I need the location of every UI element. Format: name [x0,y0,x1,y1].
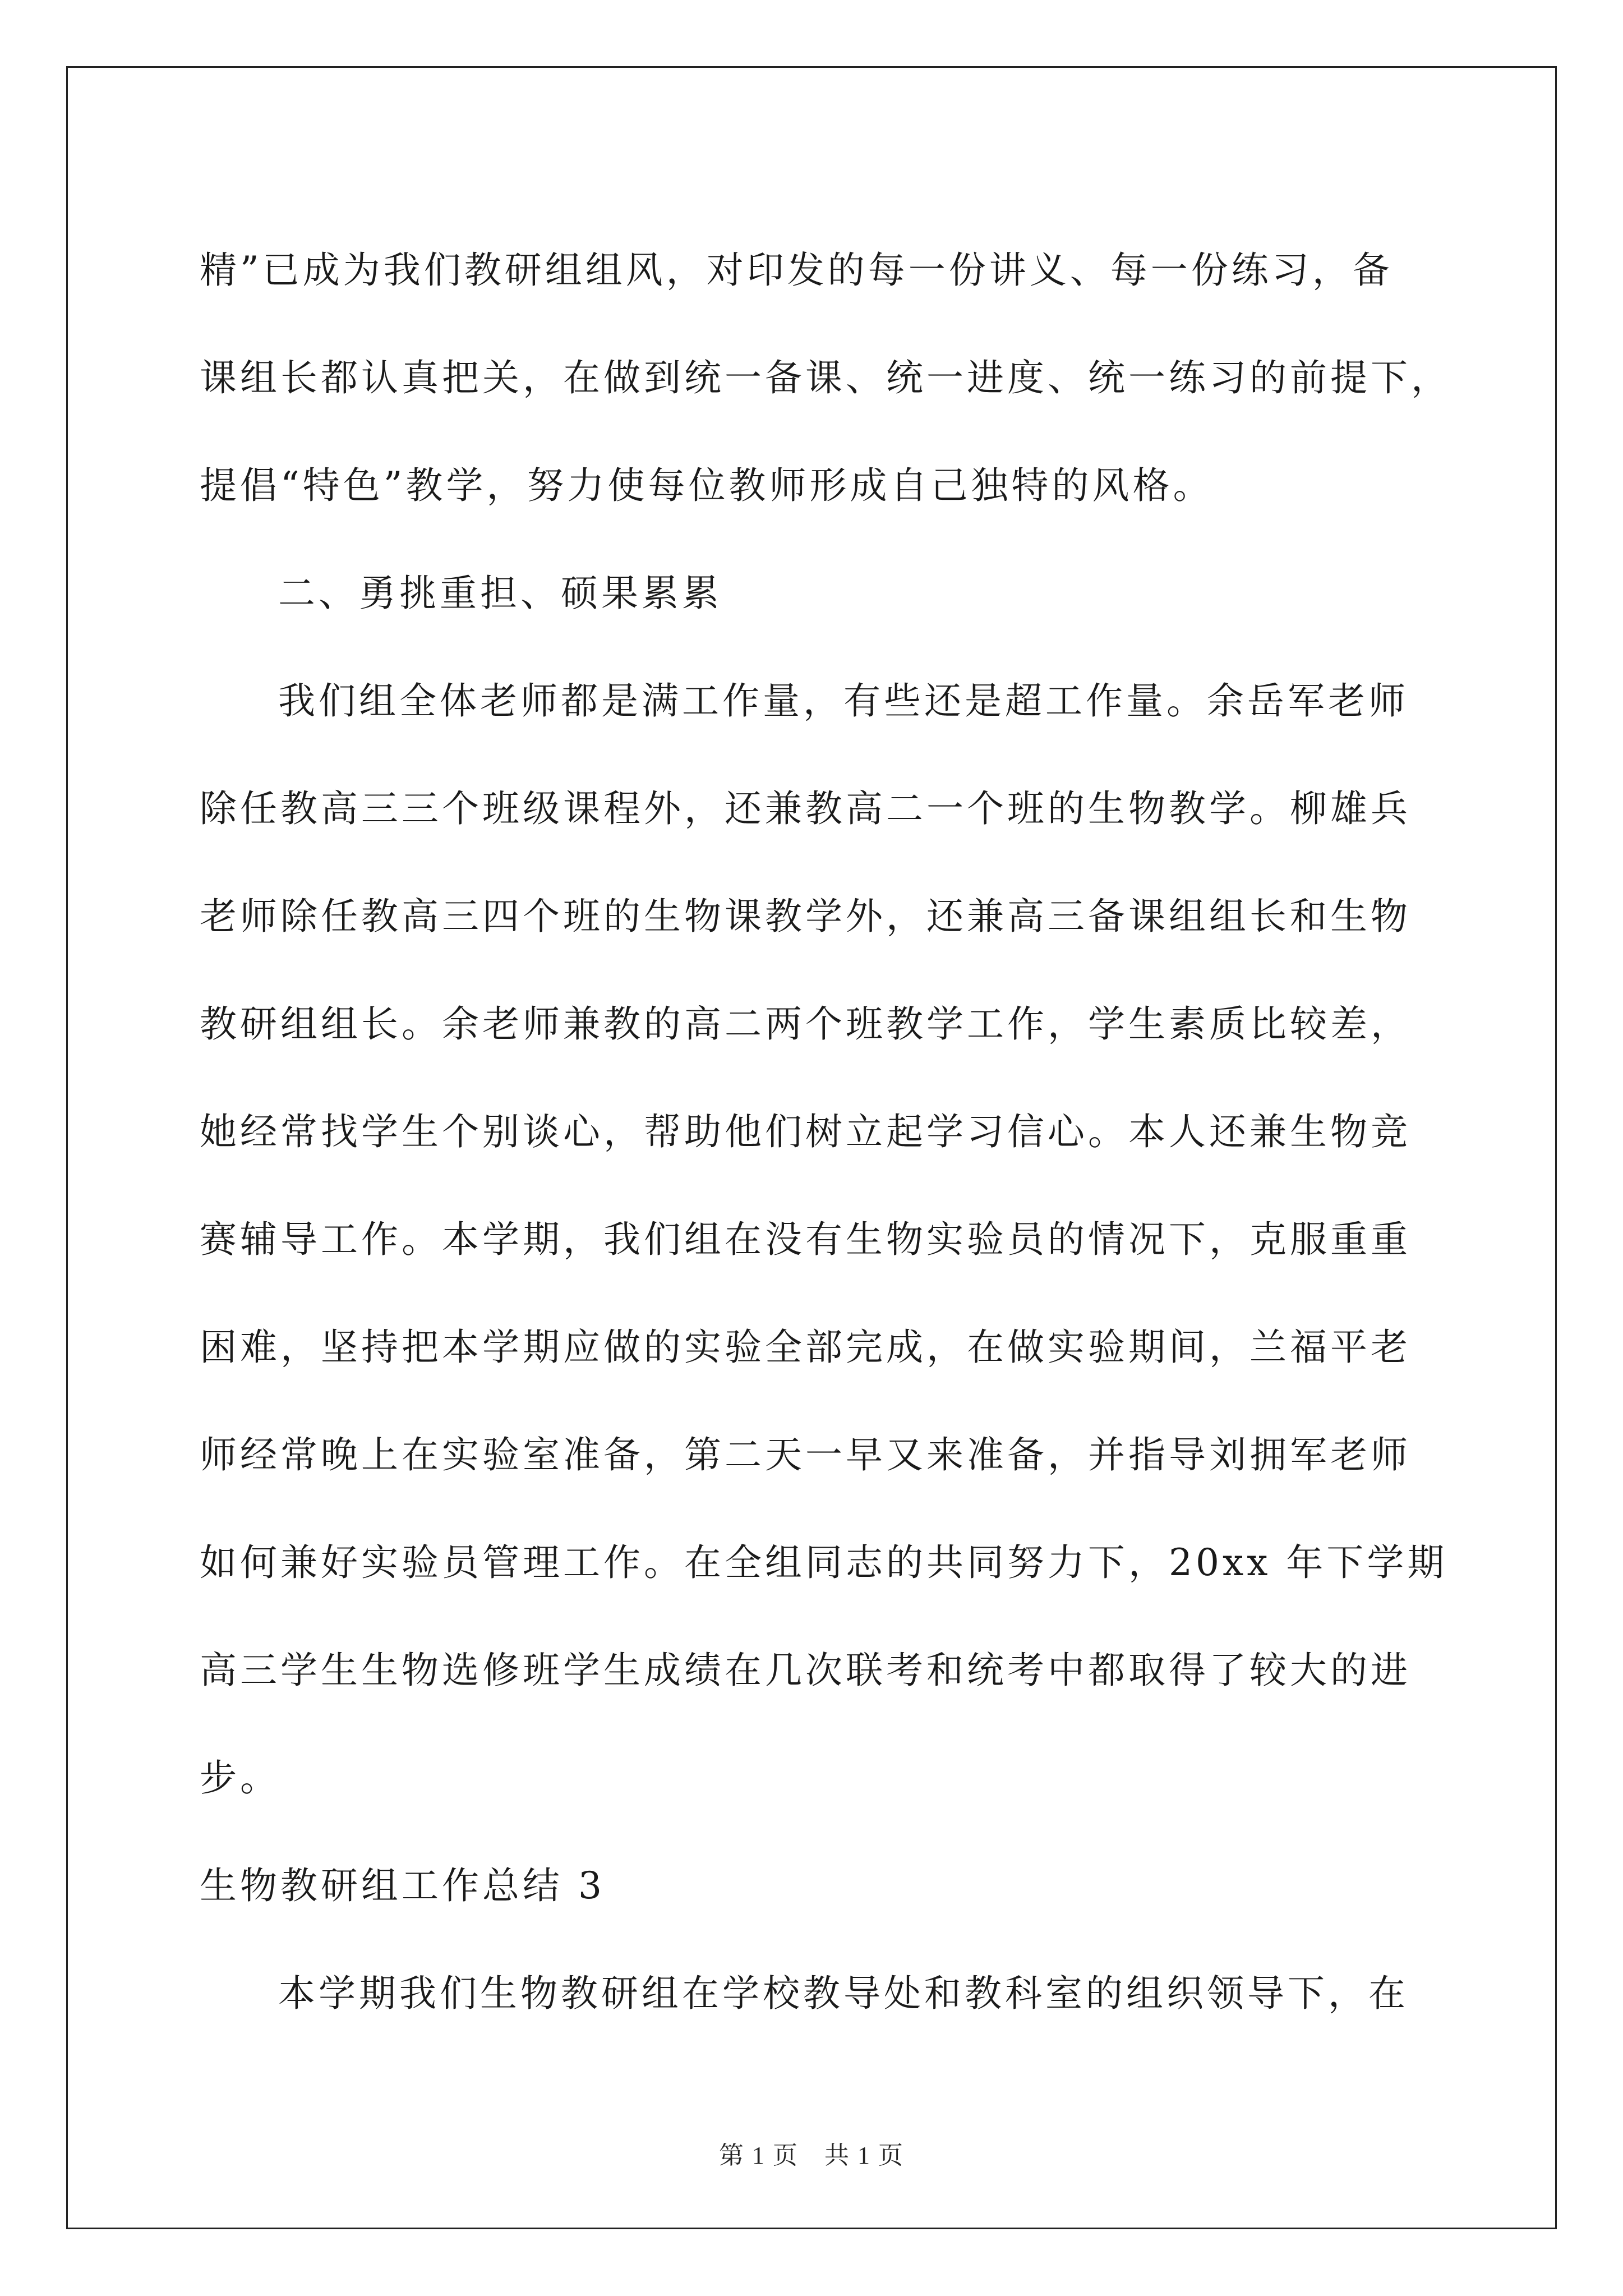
document-title: 生物教研组工作总结 3 [200,1864,605,1907]
text-line: 如何兼好实验员管理工作。在全组同志的共同努力下，20xx 年下学期 [200,1541,1448,1584]
section-heading: 二、勇挑重担、硕果累累 [278,572,722,615]
text-line: 困难，坚持把本学期应做的实验全部完成，在做实验期间，兰福平老 [200,1326,1411,1369]
text-line: 课组长都认真把关，在做到统一备课、统一进度、统一练习的前提下， [200,356,1451,399]
text-line: 步。 [200,1756,280,1800]
text-line: 她经常找学生个别谈心，帮助他们树立起学习信心。本人还兼生物竞 [200,1110,1411,1153]
text-line: 精”已成为我们教研组组风，对印发的每一份讲义、每一份练习，备 [200,249,1393,292]
page-footer: 第 1 页 共 1 页 [719,2142,904,2169]
document-body [200,217,1451,2047]
text-line: 高三学生生物选修班学生成绩在几次联考和统考中都取得了较大的进 [200,1649,1411,1692]
text-line: 赛辅导工作。本学期，我们组在没有生物实验员的情况下，克服重重 [200,1218,1411,1261]
text-line: 除任教高三三个班级课程外，还兼教高二一个班的生物教学。柳雄兵 [200,787,1411,830]
text-line: 教研组组长。余老师兼教的高二两个班教学工作，学生素质比较差， [200,1002,1411,1046]
text-line: 师经常晚上在实验室准备，第二天一早又来准备，并指导刘拥军老师 [200,1433,1411,1476]
text-line: 本学期我们生物教研组在学校教导处和教科室的组织领导下，在 [278,1972,1409,2015]
text-line: 我们组全体老师都是满工作量，有些还是超工作量。余岳军老师 [278,679,1409,723]
text-line: 老师除任教高三四个班的生物课教学外，还兼高三备课组组长和生物 [200,895,1411,938]
text-line: 提倡“特色”教学，努力使每位教师形成自己独特的风格。 [200,464,1214,507]
